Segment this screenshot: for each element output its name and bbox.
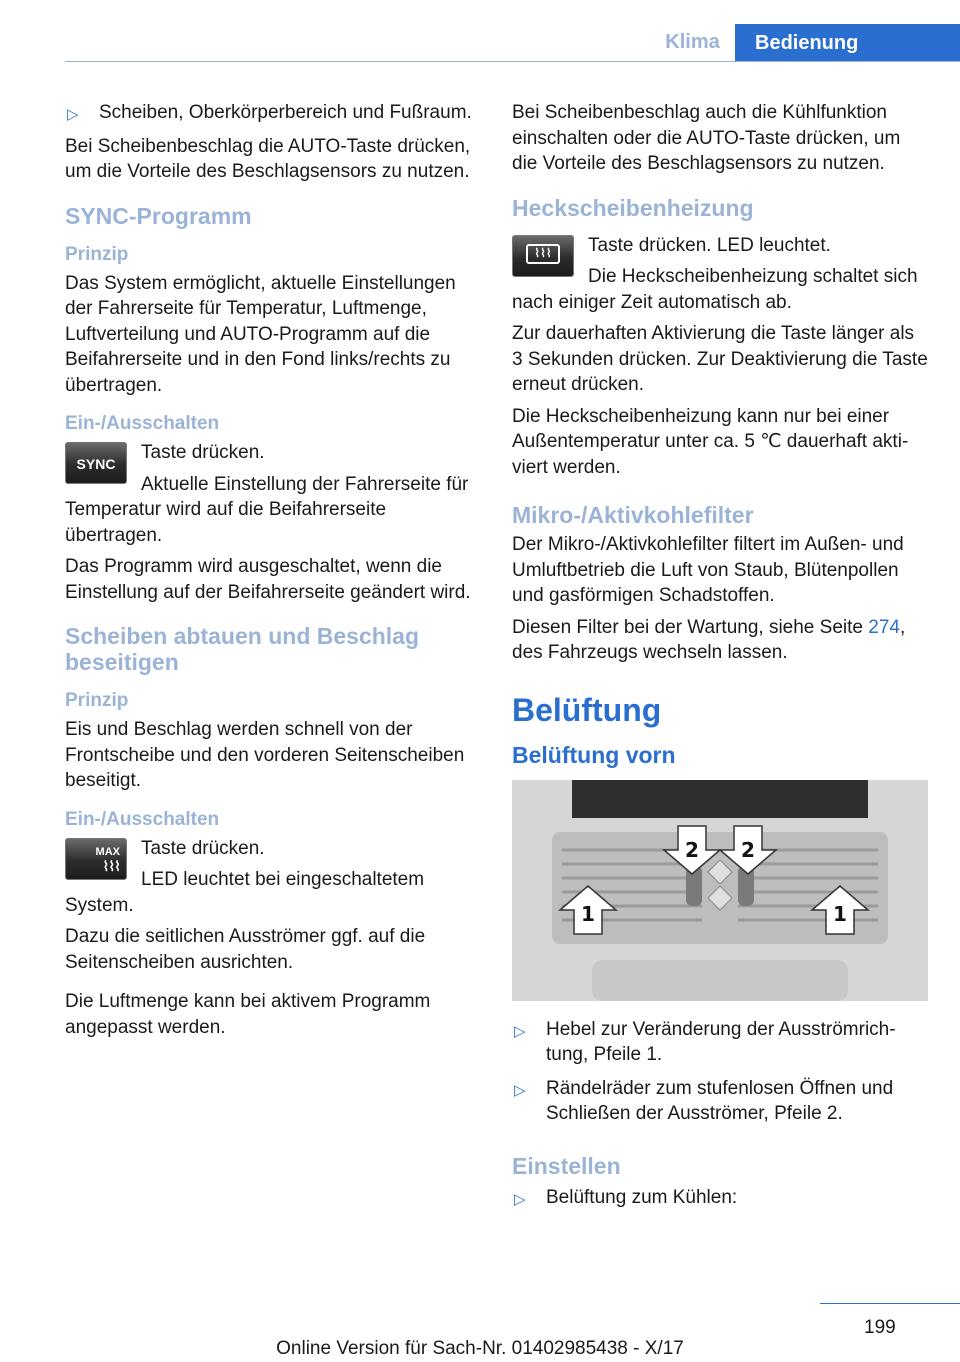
arrow-label: 1 (833, 901, 847, 926)
right-column (512, 100, 928, 1218)
page-link-274[interactable]: 274 (868, 616, 900, 638)
paragraph: LED leuchtet bei eingeschaltetem System. (65, 869, 425, 916)
triangle-bullet-icon: ▷ (514, 1081, 526, 1099)
paragraph: Bei Scheibenbeschlag die AUTO-Taste drücken, um die Vorteile des Beschlagsensors zu nutzen. (65, 135, 471, 182)
list-item-text: Rändelräder zum stufenlosen Öffnen und Schließen der Ausströmer, Pfeile 2. (546, 1077, 894, 1124)
paragraph: Bei Scheibenbeschlag auch die Kühlfunktion einschalten oder die AUTO-Taste drücken, um die Vorteile des Beschlagsensors zu nutzen. (512, 102, 901, 174)
subheading-ein-ausschalten: Ein-/Ausschalten (65, 808, 220, 830)
section-heading-scheiben-abtauen: Scheiben abtauen und Beschlag beseitigen (65, 623, 420, 675)
paragraph: Die Luftmenge kann bei aktivem Programm angepasst werden. (65, 991, 431, 1038)
paragraph: Die Heckscheibenheizung kann nur bei einer Außentemperatur unter ca. 5 ℃ dauerhaft aktiviert werden. (512, 405, 909, 478)
subheading-ein-ausschalten: Ein-/Ausschalten (65, 413, 220, 434)
max-defrost-button-icon (65, 838, 127, 880)
sync-button-icon: SYNC (65, 442, 127, 484)
section-heading-belueftung-vorn: Belüftung vorn (512, 741, 676, 768)
header-rule (65, 61, 960, 62)
paragraph: Taste drücken. LED leuchtet. (588, 234, 831, 256)
paragraph: Das Programm wird ausgeschaltet, wenn die Einstellung auf der Beifahrerseite geändert wird. (65, 556, 471, 603)
list-item (512, 1185, 928, 1211)
triangle-bullet-icon: ▷ (67, 106, 79, 123)
paragraph: Eis und Beschlag werden schnell von der Frontscheibe und den vorderen Seitenscheiben beseitigt. (65, 719, 465, 791)
rear-defrost-description (512, 233, 928, 322)
list-item (512, 1017, 928, 1068)
list-item-text: Belüftung zum Kühlen: (546, 1186, 738, 1208)
paragraph: Taste drücken. (141, 442, 265, 463)
paragraph (512, 615, 928, 666)
paragraph: Das System ermöglicht, aktuelle Einstellungen der Fahrerseite für Temperatur, Luftmenge, Luftverteilung und AUTO-Programm auf die Beifahrerseite und in den Fond links/rechts zu übertragen. (65, 272, 456, 396)
subheading-prinzip: Prinzip (65, 690, 129, 711)
list-item (512, 1076, 928, 1127)
page-number-rule (820, 1303, 960, 1304)
paragraph: Der Mikro-/Aktivkohlefilter filtert im Außen- und Umluftbetrieb die Luft von Staub, Blütenpollen und gasförmigen Schadstoffen. (512, 534, 904, 606)
paragraph: Aktuelle Einstellung der Fahrerseite für Temperatur wird auf die Beifahrerseite übertragen. (65, 473, 469, 546)
paragraph: Die Heckscheibenheizung schaltet sich nach einiger Zeit automatisch ab. (512, 266, 918, 313)
paragraph: Zur dauerhaften Aktivierung die Taste länger als 3 Sekunden drücken. Zur Deaktivierung die Taste erneut drücken. (512, 323, 928, 395)
subheading-prinzip: Prinzip (65, 243, 129, 265)
page-number: 199 (864, 1317, 896, 1338)
text: , des Fahrzeugs wechseln lassen. (512, 616, 906, 663)
section-heading-sync: SYNC-Programm (65, 202, 252, 229)
vent-illustration (512, 780, 928, 1001)
arrow-label: 2 (741, 837, 755, 862)
rear-window-heating-button-icon (512, 235, 574, 277)
header-tab-bedienung[interactable]: Bedienung (735, 24, 960, 62)
rear-defrost-symbol-icon: ⌇⌇⌇ (526, 244, 560, 264)
arrow-label: 2 (685, 837, 699, 862)
paragraph: Taste drücken. (141, 837, 265, 859)
list-item-text: Hebel zur Veränderung der Ausströmrichtung, Pfeile 1. (546, 1018, 896, 1065)
list-item-text: Scheiben, Oberkörperbereich und Fußraum. (99, 102, 472, 123)
defrost-waves-icon: ⌇⌇⌇ (102, 857, 120, 874)
triangle-bullet-icon: ▷ (514, 1190, 526, 1208)
online-version-footer: Online Version für Sach-Nr. 01402985438 - X/17 (276, 1338, 684, 1359)
list-item (65, 100, 481, 126)
section-heading-heckscheibenheizung: Heckscheibenheizung (512, 194, 754, 221)
max-label: MAX (95, 845, 120, 858)
triangle-bullet-icon: ▷ (514, 1022, 526, 1040)
sync-button-description (65, 440, 481, 554)
header-tab-klima[interactable]: Klima (665, 31, 720, 53)
section-heading-mikro-aktivkohlefilter: Mikro-/Aktivkohlefilter (512, 502, 754, 528)
section-heading-einstellen: Einstellen (512, 1152, 621, 1179)
arrow-label: 1 (581, 901, 595, 926)
text: Diesen Filter bei der Wartung, siehe Seite (512, 616, 869, 638)
chapter-heading-belueftung: Belüftung (512, 691, 662, 728)
max-button-description (65, 836, 481, 925)
left-column (65, 100, 481, 1046)
paragraph: Dazu die seitlichen Ausströmer ggf. auf die Seitenscheiben ausrichten. (65, 926, 426, 973)
vent-photo (512, 780, 928, 1001)
